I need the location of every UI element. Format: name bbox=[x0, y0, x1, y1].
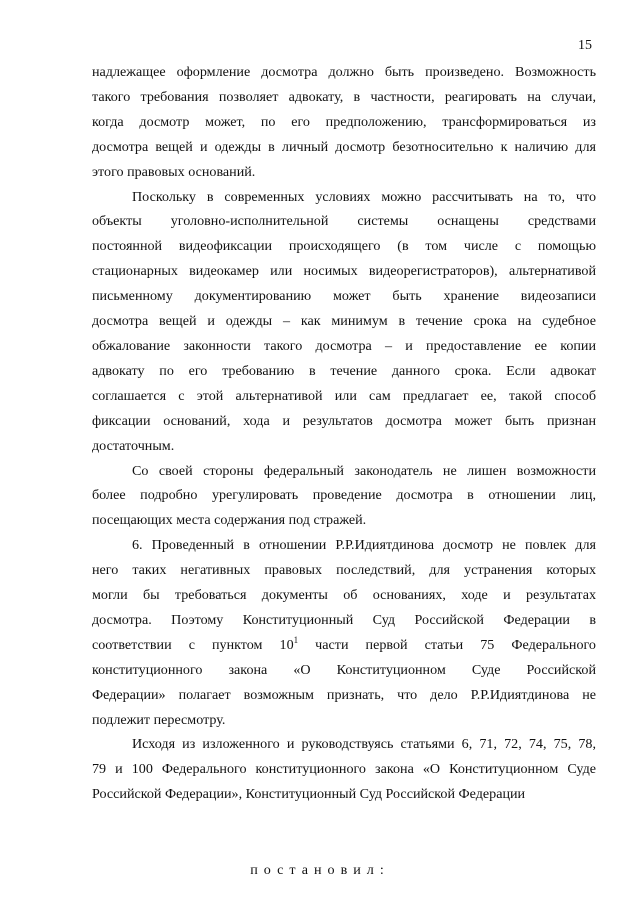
text-line: объекты уголовно-исполнительной системы оснащены средствами bbox=[92, 213, 596, 230]
text-line: досмотра вещей и одежды в личный досмотр безотносительно к наличию для bbox=[92, 138, 596, 155]
text-line: Федерации» полагает возможным признать, что дело Р.Р.Идиятдинова не bbox=[92, 686, 596, 703]
resolution-heading: постановил: bbox=[250, 862, 390, 878]
text-fragment: соответствии с пунктом 10 bbox=[92, 636, 294, 653]
text-line: посещающих места содержания под стражей. bbox=[92, 512, 367, 529]
text-line: этого правовых оснований. bbox=[92, 163, 256, 180]
document-body bbox=[92, 60, 596, 807]
text-line: такого требования позволяет адвокату, в частности, реагировать на случаи, bbox=[92, 88, 596, 105]
text-line: могли бы требоваться документы об основаниях, ходе и результатах bbox=[92, 587, 596, 604]
text-line: 6. Проведенный в отношении Р.Р.Идиятдинова досмотр не повлек для bbox=[132, 537, 596, 554]
text-line: достаточным. bbox=[92, 437, 175, 454]
paragraph-section-6 bbox=[92, 533, 596, 732]
text-line: письменному документированию может быть хранение видеозаписи bbox=[92, 288, 596, 305]
paragraph-video-recording bbox=[92, 185, 596, 459]
text-line: конституционного закона «О Конституционном Суде Российской bbox=[92, 661, 596, 678]
text-line: обжалование законности такого досмотра – и предоставление ее копии bbox=[92, 337, 596, 354]
text-line: подлежит пересмотру. bbox=[92, 711, 226, 728]
text-line: Со своей стороны федеральный законодатель не лишен возможности bbox=[132, 462, 596, 479]
text-line: более подробно урегулировать проведение досмотра в отношении лиц, bbox=[92, 487, 596, 504]
text-line: него таких негативных правовых последствий, для устранения которых bbox=[92, 562, 596, 579]
text-line: адвокату по его требованию в течение данного срока. Если адвокат bbox=[92, 362, 596, 379]
paragraph-legislator bbox=[92, 459, 596, 534]
text-line: Российской Федерации», Конституционный Суд Российской Федерации bbox=[92, 786, 526, 803]
text-line-with-superscript bbox=[92, 633, 596, 658]
text-line: фиксации оснований, хода и результатов досмотра может быть признан bbox=[92, 412, 596, 429]
text-fragment: части первой статьи 75 Федерального bbox=[298, 636, 596, 653]
text-line: досмотра. Поэтому Конституционный Суд Российской Федерации в bbox=[92, 611, 596, 628]
text-line: Исходя из изложенного и руководствуясь статьями 6, 71, 72, 74, 75, 78, bbox=[132, 736, 596, 753]
text-line: досмотра вещей и одежды – как минимум в течение срока на судебное bbox=[92, 313, 596, 330]
text-line: постоянной видеофиксации происходящего (в том числе с помощью bbox=[92, 238, 596, 255]
text-line: стационарных видеокамер или носимых видеорегистраторов), альтернативой bbox=[92, 263, 596, 280]
text-line: соглашается с этой альтернативой или сам предлагает ее, такой способ bbox=[92, 387, 596, 404]
text-line: когда досмотр может, по его предположению, трансформироваться из bbox=[92, 113, 596, 130]
text-line: 79 и 100 Федерального конституционного закона «О Конституционном Суде bbox=[92, 761, 596, 778]
paragraph-based-on bbox=[92, 732, 596, 807]
paragraph-continuation bbox=[92, 60, 596, 185]
text-line: надлежащее оформление досмотра должно быть произведено. Возможность bbox=[92, 64, 596, 80]
page-number: 15 bbox=[578, 38, 592, 53]
superscript: 1 bbox=[293, 634, 299, 645]
text-line: Поскольку в современных условиях можно рассчитывать на то, что bbox=[132, 188, 596, 205]
